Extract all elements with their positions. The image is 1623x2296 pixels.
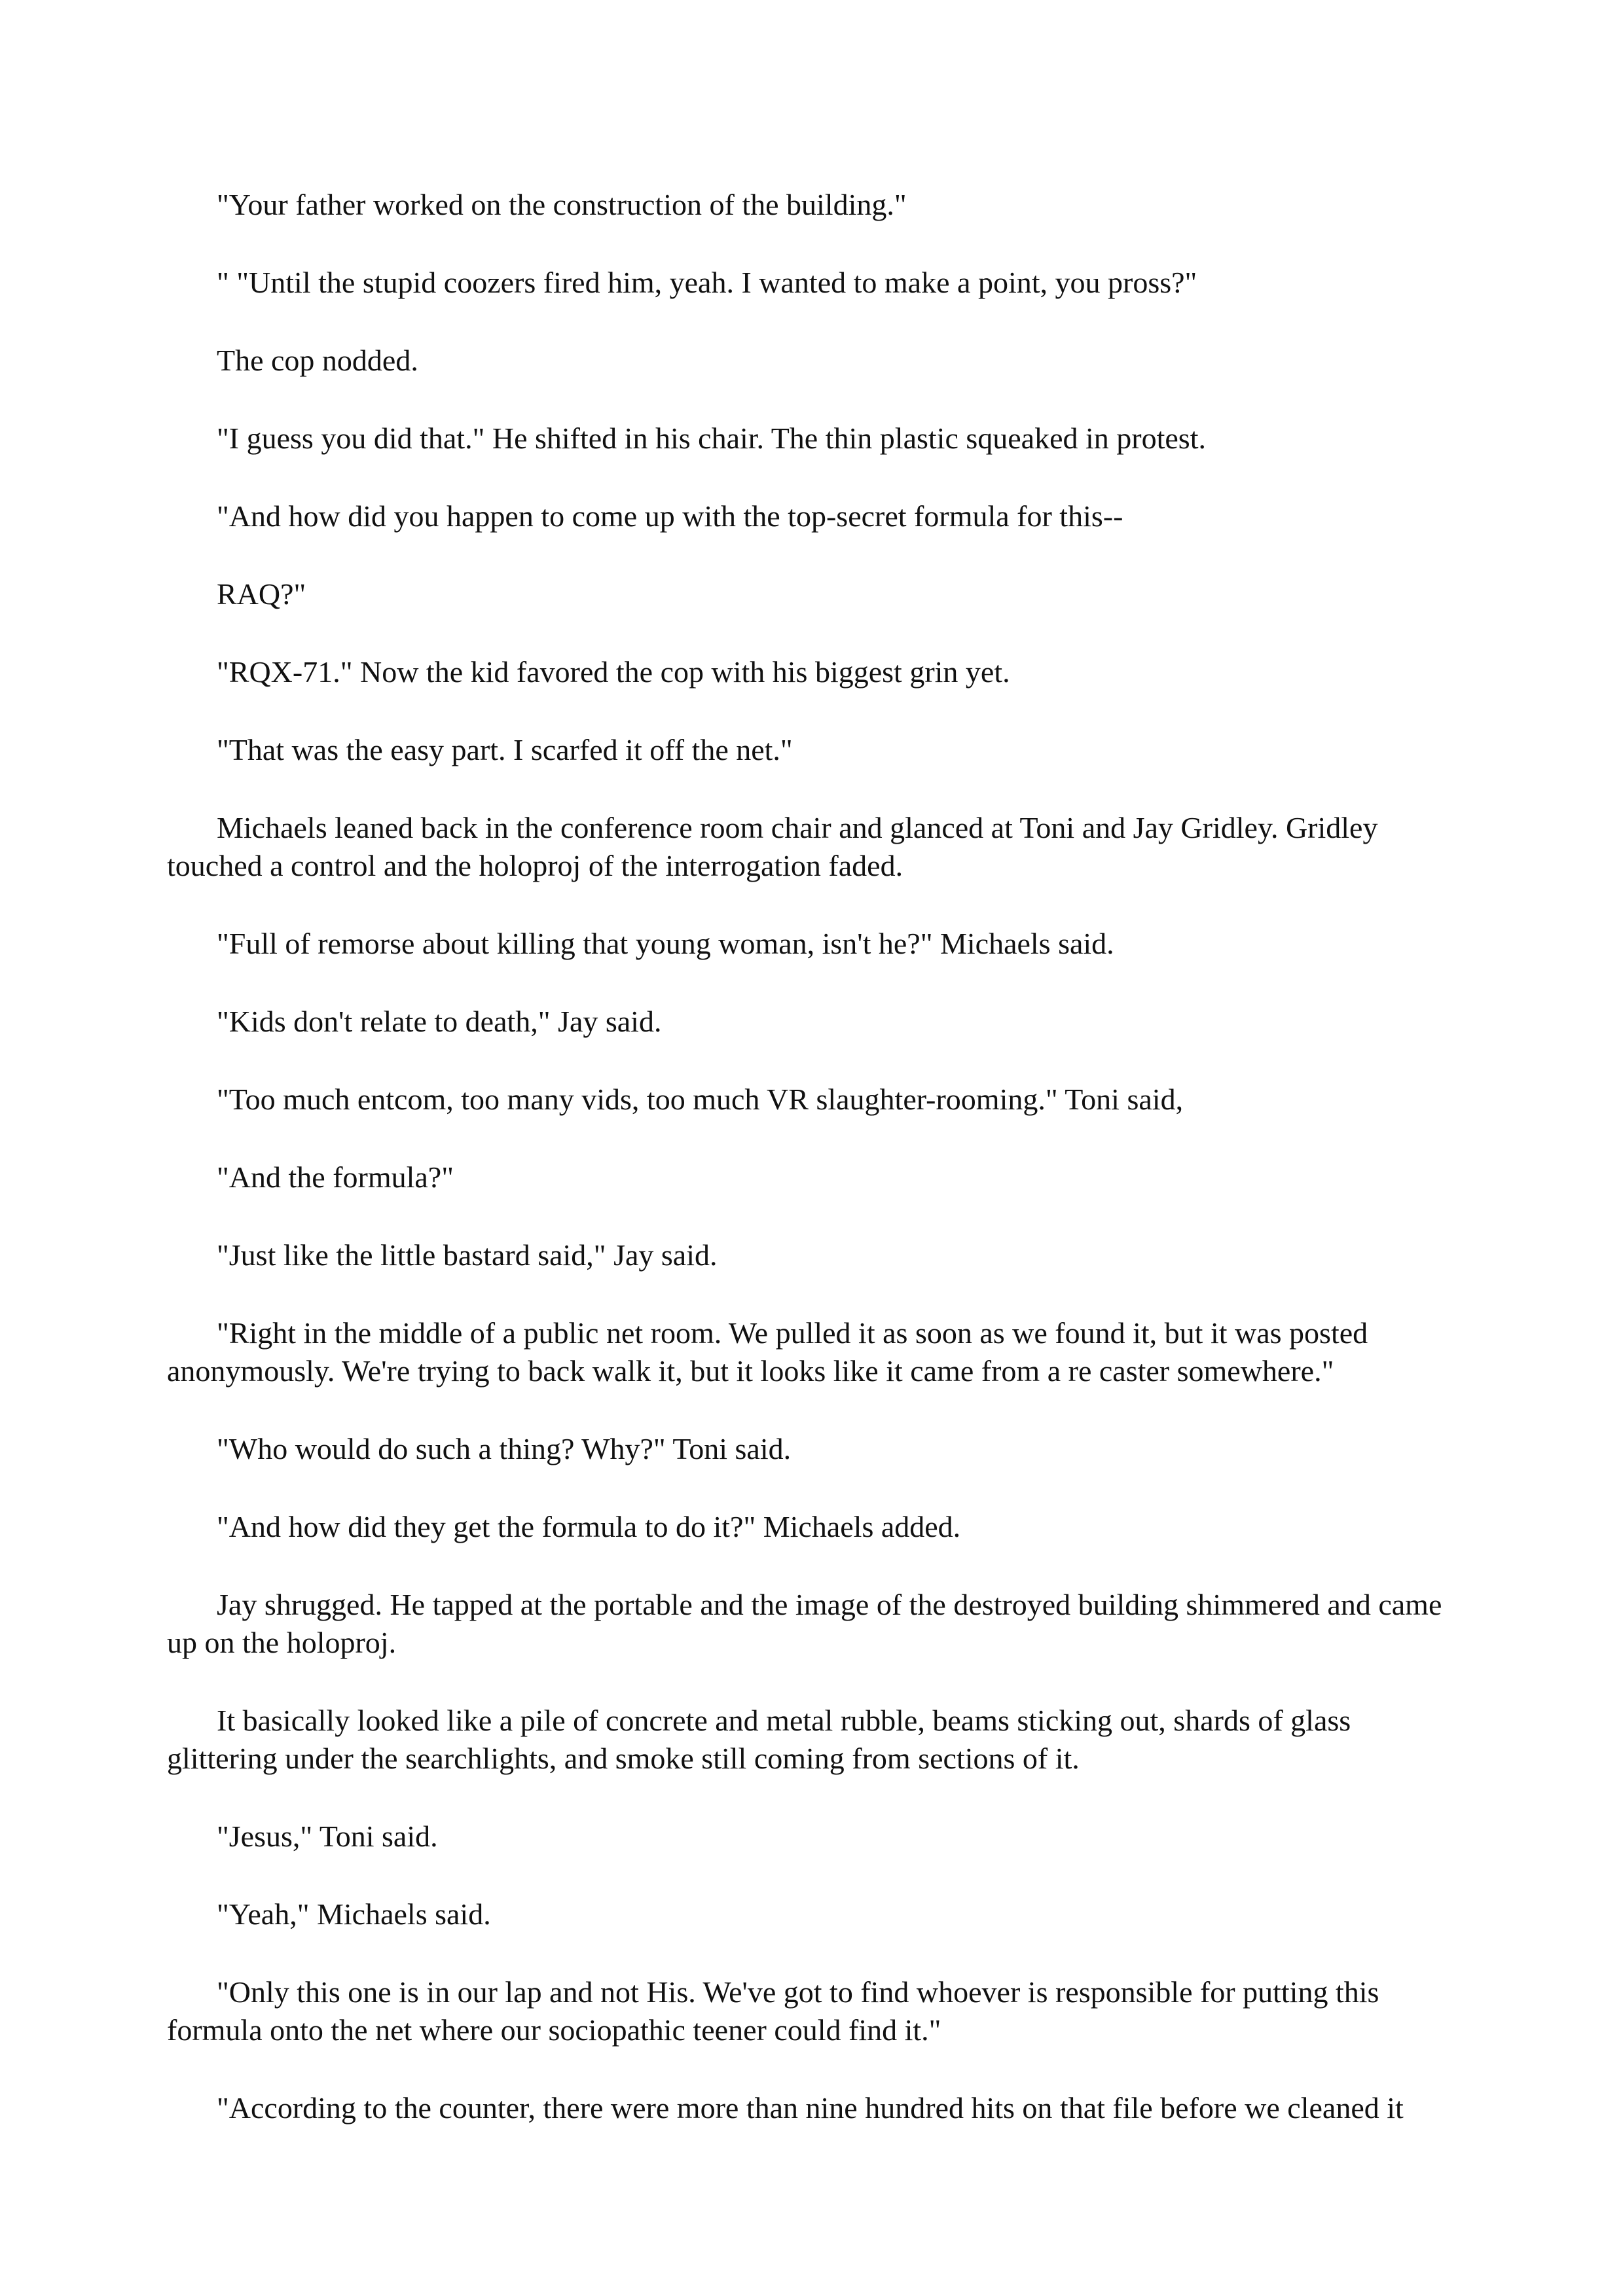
paragraph: The cop nodded. bbox=[217, 344, 418, 377]
paragraph: It basically looked like a pile of concrete and metal rubble, beams sticking out, shards of glass glittering under the searchlights, and smoke still coming from sections of it. bbox=[167, 1704, 1351, 1775]
paragraph: "That was the easy part. I scarfed it off the net." bbox=[217, 733, 793, 766]
paragraph: "And how did they get the formula to do it?" Michaels added. bbox=[217, 1510, 961, 1543]
body-text bbox=[167, 186, 1450, 2167]
paragraph: "RQX-71." Now the kid favored the cop with his biggest grin yet. bbox=[217, 655, 1010, 689]
paragraph: Jay shrugged. He tapped at the portable and the image of the destroyed building shimmered and came up on the holoproj. bbox=[167, 1588, 1442, 1659]
paragraph: " "Until the stupid coozers fired him, yeah. I wanted to make a point, you pross?" bbox=[217, 266, 1197, 299]
paragraph: "And the formula?" bbox=[217, 1160, 454, 1194]
paragraph: "Who would do such a thing? Why?" Toni said. bbox=[217, 1432, 792, 1465]
paragraph: "Yeah," Michaels said. bbox=[217, 1897, 491, 1931]
paragraph: "I guess you did that." He shifted in his chair. The thin plastic squeaked in protest. bbox=[217, 422, 1206, 455]
paragraph: "Only this one is in our lap and not His. We've got to find whoever is responsible for putting this formula onto the net where our sociopathic teener could find it." bbox=[167, 1975, 1379, 2047]
paragraph: "Your father worked on the construction of the building." bbox=[217, 188, 907, 221]
paragraph: "And how did you happen to come up with the top-secret formula for this-- bbox=[217, 499, 1123, 533]
paragraph: "Kids don't relate to death," Jay said. bbox=[217, 1005, 662, 1038]
paragraph: "Full of remorse about killing that young woman, isn't he?" Michaels said. bbox=[217, 927, 1114, 960]
paragraph: "Just like the little bastard said," Jay said. bbox=[217, 1238, 718, 1272]
paragraph: "Too much entcom, too many vids, too much VR slaughter-rooming." Toni said, bbox=[217, 1083, 1184, 1116]
paragraph: "According to the counter, there were more than nine hundred hits on that file before we cleaned it bbox=[217, 2091, 1404, 2125]
paragraph: "Right in the middle of a public net room. We pulled it as soon as we found it, but it was posted anonymously. We're trying to back walk it, but it looks like it came from a re caster somewhere." bbox=[167, 1316, 1368, 1388]
paragraph: "Jesus," Toni said. bbox=[217, 1820, 438, 1853]
paragraph: RAQ?" bbox=[217, 577, 306, 611]
paragraph: Michaels leaned back in the conference room chair and glanced at Toni and Jay Gridley. Gridley touched a control and the holoproj of the interrogation faded. bbox=[167, 811, 1378, 882]
